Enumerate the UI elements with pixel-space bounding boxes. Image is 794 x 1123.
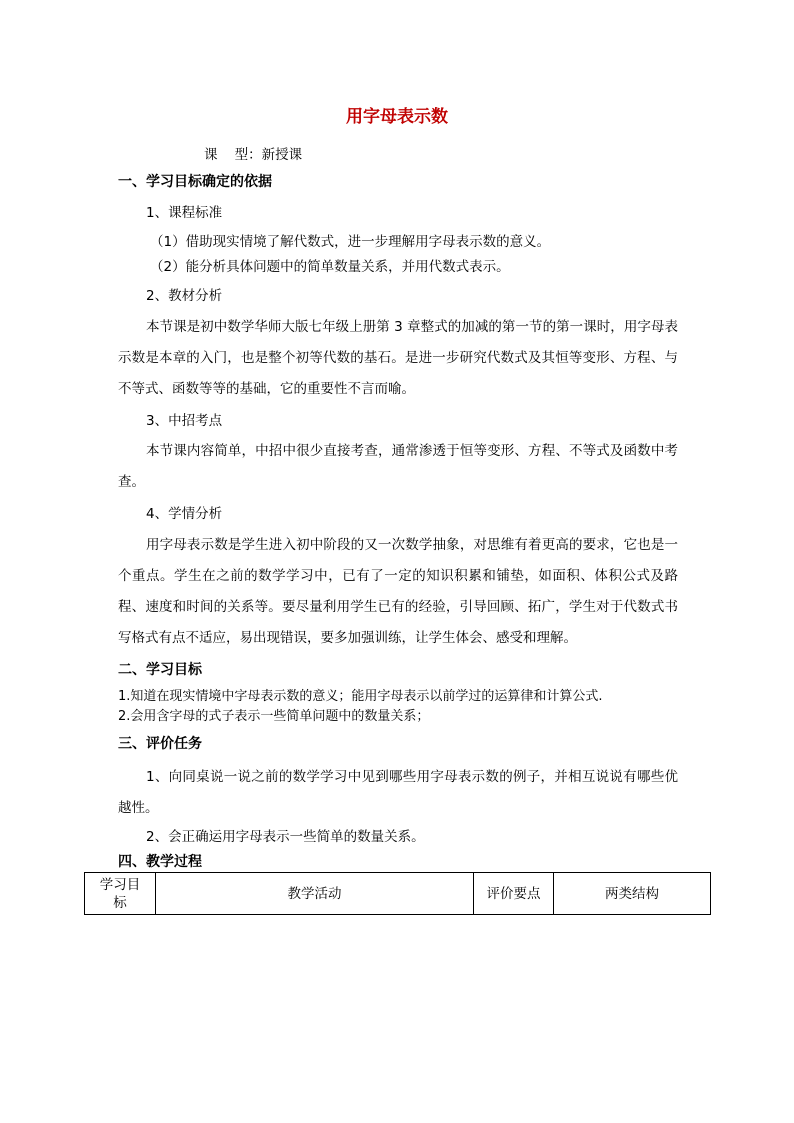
section3-heading: 三、评价任务 (118, 736, 202, 752)
s1-title: 1、课程标准 (146, 205, 223, 221)
section1-heading: 一、学习目标确定的依据 (118, 174, 272, 190)
section2-heading: 二、学习目标 (118, 662, 202, 678)
eval-item-1: 1、向同桌说一说之前的数学学习中见到哪些用字母表示数的例子，并相互说说有哪些优越性。 (118, 769, 678, 816)
col-header-goal: 学习目标 (85, 873, 156, 915)
goal-item-2: 2.会用含字母的式子表示一些简单问题中的数量关系； (118, 709, 430, 724)
eval-item-2: 2、会正确运用字母表示一些简单的数量关系。 (146, 829, 425, 845)
col-header-structure: 两类结构 (554, 873, 711, 915)
page-title: 用字母表示数 (346, 107, 448, 127)
table-header-row (85, 873, 711, 915)
s1-item-1: （1）借助现实情境了解代数式，进一步理解用字母表示数的意义。 (150, 234, 551, 250)
s4-paragraph: 用字母表示数是学生进入初中阶段的又一次数学抽象，对思维有着更高的要求，它也是一个重点。学生在之前的数学学习中，已有了一定的知识积累和铺垫，如面积、体积公式及路程、速度和时间的关系等。要尽量利用学生已有的经验，引导回顾、拓广，学生对于代数式书写格式有点不适应，易出现错误，要多加强训练，让学生体会、感受和理解。 (118, 537, 678, 646)
teaching-process-table (84, 872, 711, 915)
section4-heading: 四、教学过程 (118, 854, 202, 870)
col-header-activity: 教学活动 (156, 873, 474, 915)
s3-title: 3、中招考点 (146, 413, 223, 429)
s4-title: 4、学情分析 (146, 506, 223, 522)
s2-title: 2、教材分析 (146, 288, 223, 304)
goal-item-1: 1.知道在现实情境中字母表示数的意义；能用字母表示以前学过的运算律和计算公式. (118, 689, 603, 704)
col-header-eval-points: 评价要点 (474, 873, 554, 915)
s3-paragraph: 本节课内容简单，中招中很少直接考查，通常渗透于恒等变形、方程、不等式及函数中考查。 (118, 443, 678, 490)
course-type: 课 型：新授课 (204, 147, 303, 163)
s1-item-2: （2）能分析具体问题中的简单数量关系，并用代数式表示。 (150, 259, 510, 275)
s2-paragraph: 本节课是初中数学华师大版七年级上册第 3 章整式的加减的第一节的第一课时，用字母表示数是本章的入门，也是整个初等代数的基石。是进一步研究代数式及其恒等变形、方程、与不等式、函数等等的基础，它的重要性不言而喻。 (118, 319, 678, 397)
